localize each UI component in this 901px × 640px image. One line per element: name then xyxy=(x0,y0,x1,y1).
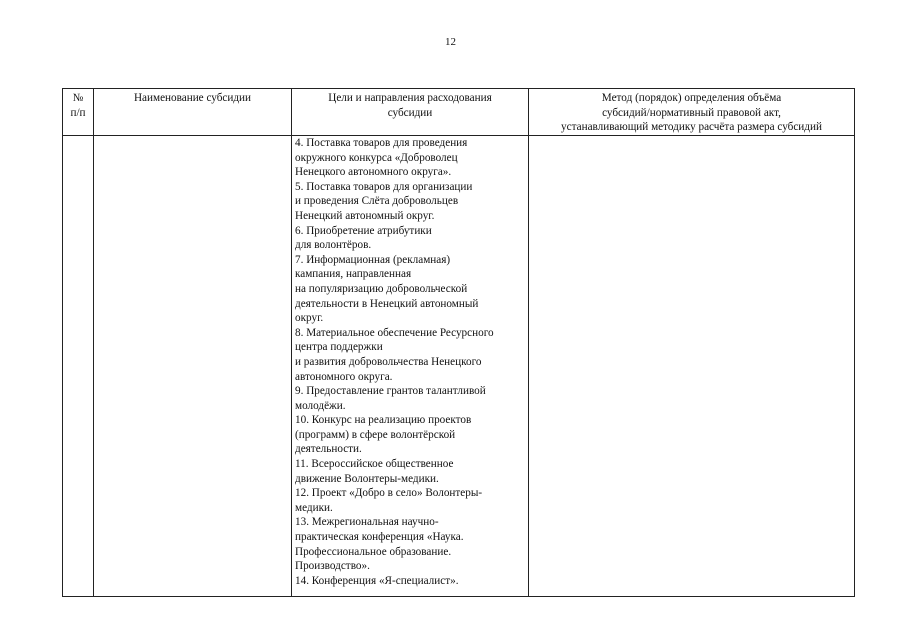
header-purposes-line: Цели и направления расходования xyxy=(328,92,492,104)
header-method-line: устанавливающий методику расчёта размера субсидий xyxy=(561,121,822,134)
header-purposes xyxy=(292,89,529,136)
purposes-list xyxy=(295,136,525,588)
header-number-line: п/п xyxy=(70,106,86,119)
header-subsidy-name-line: Наименование субсидии xyxy=(133,92,252,104)
purpose-line: окружного конкурса «Доброволец xyxy=(295,151,458,164)
table-row xyxy=(63,136,855,597)
purpose-line: (программ) в сфере волонтёрской xyxy=(295,428,456,441)
header-number-line: № xyxy=(72,92,84,104)
purpose-line: 12. Проект «Добро в село» Волонтеры- xyxy=(295,487,483,500)
purpose-line: 9. Предоставление грантов талантливой xyxy=(295,385,486,398)
header-subsidy-name xyxy=(94,89,292,136)
cell-subsidy-name xyxy=(94,136,292,597)
purpose-line: молодёжи. xyxy=(295,399,346,412)
purpose-line: кампания, направленная xyxy=(295,268,412,281)
purpose-line: Ненецкий автономный округ. xyxy=(295,209,435,222)
purpose-line: движение Волонтеры-медики. xyxy=(295,472,439,485)
cell-number xyxy=(63,136,94,597)
purpose-line: Ненецкого автономного округа». xyxy=(295,166,452,179)
purpose-line: 5. Поставка товаров для организации xyxy=(295,180,473,193)
purpose-line: и проведения Слёта добровольцев xyxy=(295,195,459,208)
purpose-line: 10. Конкурс на реализацию проектов xyxy=(295,414,472,427)
header-method xyxy=(529,89,855,136)
header-number xyxy=(63,89,94,136)
purpose-line: и развития добровольчества Ненецкого xyxy=(295,355,482,368)
purpose-line: 7. Информационная (рекламная) xyxy=(295,253,451,266)
header-purposes-line: субсидии xyxy=(387,106,433,119)
purpose-line: медики. xyxy=(295,501,333,514)
table-header-row xyxy=(63,89,855,136)
purpose-line: 13. Межрегиональная научно- xyxy=(295,516,439,529)
header-method-line: субсидий/нормативный правовой акт, xyxy=(602,106,781,119)
subsidy-table xyxy=(62,88,855,597)
purpose-line: 8. Материальное обеспечение Ресурсного xyxy=(295,326,494,339)
purpose-line: на популяризацию добровольческой xyxy=(295,282,468,295)
purpose-line: 11. Всероссийское общественное xyxy=(295,458,454,471)
purpose-line: деятельности в Ненецкий автономный xyxy=(295,297,479,310)
purpose-line: 6. Приобретение атрибутики xyxy=(295,224,432,237)
purpose-line: центра поддержки xyxy=(295,341,383,354)
purpose-line: округ. xyxy=(295,312,324,325)
purpose-line: автономного округа. xyxy=(295,370,393,383)
purpose-line: 14. Конференция «Я-специалист». xyxy=(295,574,459,587)
page-number: 12 xyxy=(445,36,456,48)
purpose-line: Производство». xyxy=(295,560,370,573)
cell-purposes xyxy=(292,136,529,597)
purpose-line: 4. Поставка товаров для проведения xyxy=(295,137,468,149)
purpose-line: деятельности. xyxy=(295,443,362,456)
purpose-line: для волонтёров. xyxy=(295,239,372,252)
purpose-line: Профессиональное образование. xyxy=(295,545,452,558)
cell-method xyxy=(529,136,855,597)
header-method-line: Метод (порядок) определения объёма xyxy=(601,92,782,104)
purpose-line: практическая конференция «Наука. xyxy=(295,531,464,544)
